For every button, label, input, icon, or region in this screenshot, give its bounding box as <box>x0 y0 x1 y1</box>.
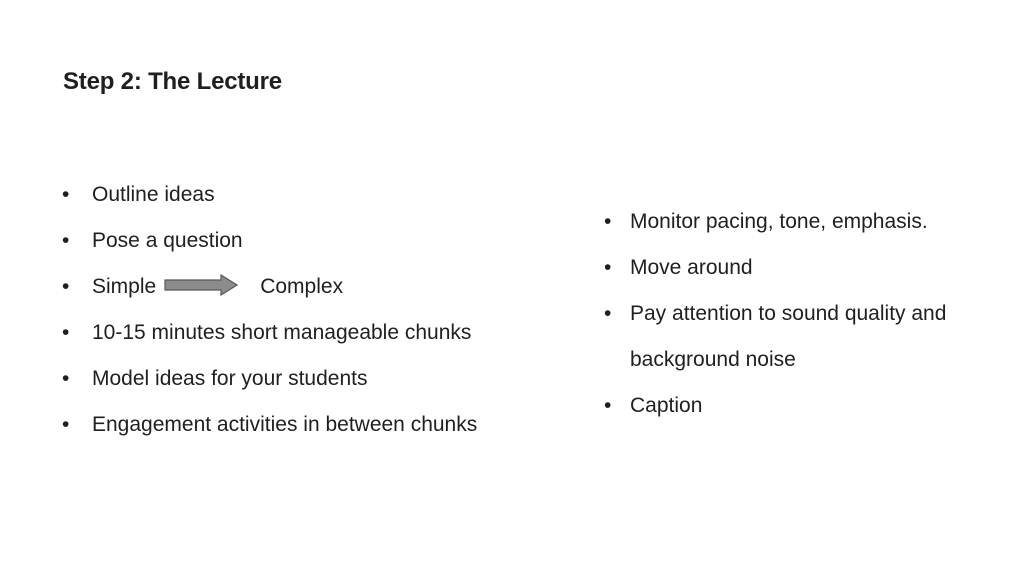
bullet-marker: • <box>62 183 70 206</box>
list-item-text: Engagement activities in between chunks <box>92 413 478 436</box>
bullet-marker: • <box>62 229 70 252</box>
list-item-text: 10-15 minutes short manageable chunks <box>92 321 472 344</box>
bullet-marker: • <box>604 302 612 325</box>
bullet-marker: • <box>62 413 70 436</box>
slide-title: Step 2: The Lecture <box>63 68 282 95</box>
list-item <box>62 310 532 356</box>
right-bullet-list <box>604 199 1004 429</box>
list-item-text: Monitor pacing, tone, emphasis. <box>630 210 928 233</box>
list-item-text: Pay attention to sound quality and background noise <box>630 302 947 371</box>
list-item <box>62 402 532 448</box>
list-item <box>604 245 1004 291</box>
list-item-text: Move around <box>630 256 753 279</box>
list-item-text: Outline ideas <box>92 183 215 206</box>
simple-label: Simple <box>92 275 157 298</box>
list-item-text: Caption <box>630 394 703 417</box>
list-item-text: Model ideas for your students <box>92 367 368 390</box>
bullet-marker: • <box>62 367 70 390</box>
list-item <box>62 172 532 218</box>
list-item <box>604 383 1004 429</box>
list-item <box>62 218 532 264</box>
list-item <box>62 264 532 310</box>
bullet-marker: • <box>62 321 70 344</box>
bullet-marker: • <box>62 275 70 298</box>
complex-label: Complex <box>260 275 344 298</box>
list-item <box>62 356 532 402</box>
list-item <box>604 291 960 383</box>
bullet-marker: • <box>604 210 612 233</box>
left-bullet-list <box>62 172 532 448</box>
bullet-marker: • <box>604 394 612 417</box>
right-arrow-icon <box>164 274 238 296</box>
bullet-marker: • <box>604 256 612 279</box>
list-item <box>604 199 1004 245</box>
list-item-text: Pose a question <box>92 229 243 252</box>
